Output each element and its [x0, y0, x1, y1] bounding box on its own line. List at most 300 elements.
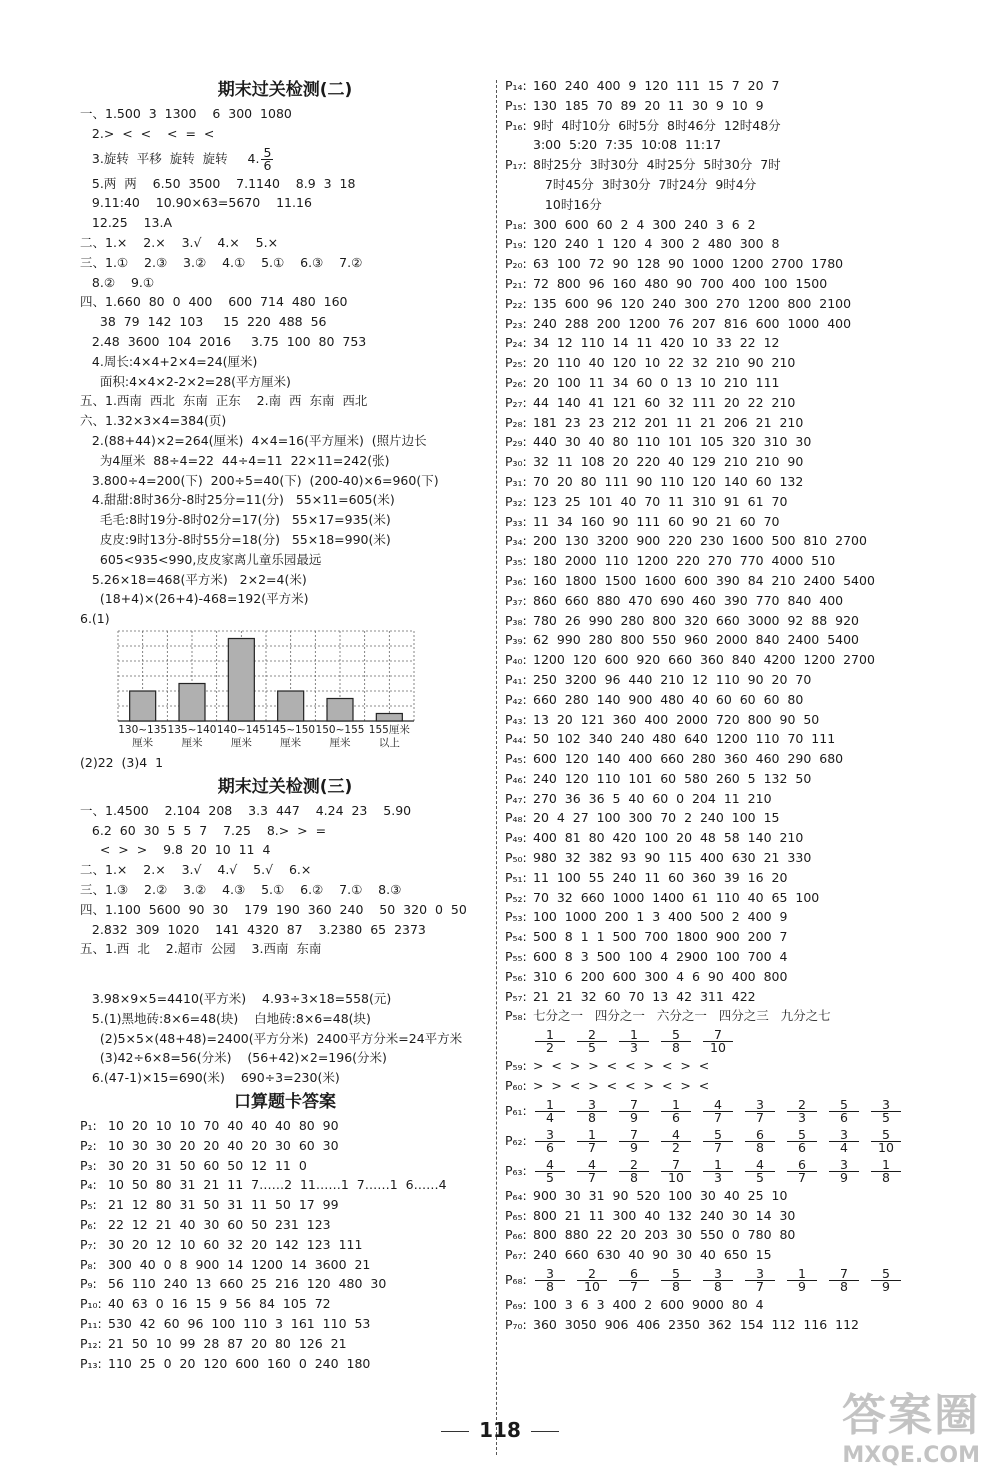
exam2-line — [80, 451, 490, 471]
exam2-line-text: 9.11:40 10.90×63=5670 11.16 — [80, 195, 312, 211]
oral-row — [505, 512, 925, 532]
exam3-line: 6.(47-1)×15=690(米) 690÷3=230(米) — [80, 1070, 340, 1086]
exam2-line-text: 38 79 142 103 15 220 488 56 — [80, 314, 327, 330]
exam2-line — [80, 550, 490, 570]
exam2-line-text: 2.48 3600 104 2016 3.75 100 80 753 — [80, 333, 367, 349]
oral-values: 34 12 110 14 11 420 10 33 22 12 — [533, 335, 780, 351]
fraction — [577, 1126, 607, 1155]
oral-row — [505, 274, 925, 294]
fraction — [871, 1126, 901, 1155]
page-label: P₃₆: — [505, 572, 527, 588]
fraction — [619, 1096, 649, 1125]
oral-values: 70 32 660 1000 1400 61 110 40 65 100 — [533, 889, 820, 905]
page-label: P₅₇: — [505, 988, 527, 1004]
numerator: 4 — [535, 1159, 565, 1172]
denominator: 3 — [630, 1040, 638, 1056]
exam2-line-text: 4.周长:4×4+2×4=24(厘米) — [80, 353, 258, 369]
denominator: 6 — [798, 1139, 806, 1155]
denominator: 7 — [714, 1109, 722, 1125]
denominator: 8 — [672, 1040, 680, 1056]
numerator: 3 — [871, 1099, 901, 1112]
page-label: P₆₉: — [505, 1297, 527, 1313]
oral-values: 440 30 40 80 110 101 105 320 310 30 — [533, 434, 812, 450]
exam2-line-text: (18+4)×(26+4)-468=192(平方米) — [80, 591, 309, 607]
fraction — [577, 1268, 607, 1293]
oral-row — [505, 650, 925, 670]
x-tick-label: 150~155 — [315, 723, 365, 736]
numerator: 2 — [577, 1029, 607, 1042]
page-label: P₂₄: — [505, 335, 527, 351]
denominator: 5 — [882, 1109, 890, 1125]
exam3-q6-1 — [80, 959, 490, 989]
page-label: P₄₈: — [505, 810, 527, 826]
oral-row — [505, 234, 925, 254]
fraction — [787, 1126, 817, 1155]
numerator: 5 — [871, 1129, 901, 1142]
numerator: 7 — [661, 1159, 691, 1172]
fraction — [871, 1268, 901, 1293]
bar — [228, 638, 254, 721]
page-label: P₂₉: — [505, 434, 527, 450]
fraction-row — [505, 1096, 925, 1126]
fraction — [829, 1268, 859, 1293]
denominator: 3 — [798, 1109, 806, 1125]
numerator: 4 — [703, 1099, 733, 1112]
denominator: 10 — [878, 1139, 894, 1155]
column-divider — [496, 80, 497, 1455]
oral-values: 100 1000 200 1 3 400 500 2 400 9 — [533, 909, 788, 925]
oral-row — [505, 611, 925, 631]
page-label: P₅₃: — [505, 909, 527, 925]
page-label: P₂₃: — [505, 315, 527, 331]
denominator: 7 — [588, 1139, 596, 1155]
oral-row — [505, 1225, 925, 1245]
oral-row — [505, 492, 925, 512]
exam2-line-text: 3.旋转 平移 旋转 旋转 4. — [80, 150, 260, 166]
oral-values: 30 20 31 50 60 50 12 11 0 — [108, 1157, 307, 1173]
oral-values: 300 40 0 8 900 14 1200 14 3600 21 — [108, 1256, 371, 1272]
exam2-line-text: 605<935<990,皮皮家离儿童乐园最远 — [80, 551, 322, 567]
exam2-line — [80, 292, 490, 312]
fraction — [619, 1029, 649, 1054]
oral-values: 21 12 80 31 50 31 11 50 17 99 — [108, 1197, 339, 1213]
oral-values: 135 600 96 120 240 300 270 1200 800 2100 — [533, 295, 852, 311]
q6-label-line — [80, 609, 490, 629]
fraction — [577, 1156, 607, 1185]
oral-values: 860 660 880 470 690 460 390 770 840 400 — [533, 592, 844, 608]
oral-body — [80, 1116, 490, 1373]
fraction — [535, 1096, 565, 1125]
numerator: 6 — [619, 1268, 649, 1281]
oral-row — [80, 1255, 490, 1275]
exam3-line: 6.2 60 30 5 5 7 7.25 8.> > = — [80, 822, 327, 838]
oral-values: 20 100 11 34 60 0 13 10 210 111 — [533, 374, 780, 390]
exam3-line: 一、1.4500 2.104 208 3.3 447 4.24 23 5.90 — [80, 802, 412, 818]
oral-row — [505, 888, 925, 908]
page-label: P₁₇: — [505, 157, 527, 173]
oral-values: 500 8 1 1 500 700 1800 900 200 7 — [533, 929, 788, 945]
oral-row — [505, 135, 925, 155]
fraction — [703, 1126, 733, 1155]
fraction — [829, 1156, 859, 1185]
fraction — [703, 1096, 733, 1125]
denominator: 8 — [756, 1139, 764, 1155]
exam3-line: 四、1.100 5600 90 30 179 190 360 240 50 320 0 50 — [80, 901, 467, 917]
oral-values: 1200 120 600 920 660 360 840 4200 1200 2700 — [533, 652, 875, 668]
oral-row — [505, 531, 925, 551]
page-label: P₆₁: — [505, 1102, 527, 1118]
exam3-line: 3.98×9×5=4410(平方米) 4.93÷3×18=558(元) — [80, 991, 392, 1007]
fraction — [871, 1096, 901, 1125]
fraction — [661, 1126, 691, 1155]
page-label: P₂₈: — [505, 414, 527, 430]
page-label: P₄₉: — [505, 830, 527, 846]
oral-row — [505, 927, 925, 947]
exam2-title: 期末过关检测(二) — [217, 80, 353, 100]
exam2-line — [80, 431, 490, 451]
denominator: 6 — [672, 1109, 680, 1125]
page-label: P₄₃: — [505, 711, 527, 727]
denominator: 2 — [672, 1139, 680, 1155]
x-tick-sublabel: 厘米 — [280, 736, 302, 749]
numerator: 5 — [787, 1129, 817, 1142]
exam2-line — [80, 352, 490, 372]
fraction-row — [505, 1126, 925, 1156]
oral-values: 780 26 990 280 800 320 660 3000 92 88 920 — [533, 612, 860, 628]
oral-values: 123 25 101 40 70 11 310 91 61 70 — [533, 493, 788, 509]
oral-row — [505, 96, 925, 116]
oral-row — [80, 1235, 490, 1255]
denominator: 9 — [630, 1139, 638, 1155]
page-label: P₂₂: — [505, 295, 527, 311]
oral-values: 22 12 21 40 30 60 50 231 123 — [108, 1217, 331, 1233]
oral-values: 900 30 31 90 520 100 30 40 25 10 — [533, 1187, 788, 1203]
exam2-line-text: 5.两 两 6.50 3500 7.1140 8.9 3 18 — [80, 175, 356, 191]
exam2-line-text: 2.> < < < = < — [80, 125, 215, 141]
oral-values: 9时 4时10分 6时5分 8时46分 12时48分 — [533, 117, 781, 133]
exam3-line: 2.832 309 1020 141 4320 87 3.2380 65 2373 — [80, 921, 426, 937]
page-label: P₃₀: — [505, 454, 527, 470]
oral-row — [505, 175, 925, 195]
oral-values: 40 63 0 16 15 9 56 84 105 72 — [108, 1296, 331, 1312]
fraction — [535, 1156, 565, 1185]
bar — [376, 713, 402, 721]
page-label: P₃₃: — [505, 513, 527, 529]
oral-values: 32 11 108 20 220 40 129 210 210 90 — [533, 454, 804, 470]
page-label: P₁₀: — [80, 1296, 102, 1312]
oral-row — [505, 848, 925, 868]
exam2-line — [80, 530, 490, 550]
fraction — [745, 1126, 775, 1155]
denominator: 4 — [840, 1139, 848, 1155]
oral-row — [80, 1156, 490, 1176]
exam2-line-text: 一、1.500 3 1300 6 300 1080 — [80, 106, 292, 121]
oral-values: 130 185 70 89 20 11 30 9 10 9 — [533, 97, 764, 113]
fraction — [619, 1268, 649, 1293]
exam2-line — [80, 104, 490, 124]
exam2-line — [80, 411, 490, 431]
exam2-line — [80, 193, 490, 213]
numerator: 1 — [871, 1159, 901, 1172]
oral-values: 660 280 140 900 480 40 60 60 60 80 — [533, 691, 804, 707]
denominator: 10 — [584, 1279, 600, 1295]
oral-values: 10 20 10 10 70 40 40 40 80 90 — [108, 1118, 339, 1134]
footer-dash-left — [441, 1431, 469, 1432]
oral-row — [505, 116, 925, 136]
q6-label: 6.(1) — [80, 611, 110, 627]
denominator: 4 — [546, 1109, 554, 1125]
watermark-small: MXQE.COM — [842, 1443, 980, 1468]
exam2-line — [80, 490, 490, 510]
oral-values: 20 4 27 100 300 70 2 240 100 15 — [533, 810, 780, 826]
page-label: P₂₅: — [505, 355, 527, 371]
denominator: 6 — [263, 157, 272, 173]
x-tick-label: 135~140 — [167, 723, 217, 736]
oral-values: 600 120 140 400 660 280 360 460 290 680 — [533, 751, 844, 767]
denominator: 8 — [630, 1169, 638, 1185]
oral-row — [80, 1274, 490, 1294]
numerator: 2 — [577, 1268, 607, 1281]
denominator: 8 — [714, 1279, 722, 1295]
numerator: 2 — [787, 1099, 817, 1112]
page-label: P₃: — [80, 1157, 97, 1173]
oral-row — [505, 1295, 925, 1315]
watermark-big: 答案圈 — [842, 1390, 980, 1441]
exam3-title: 期末过关检测(三) — [217, 776, 353, 797]
page-label: P₁₉: — [505, 236, 527, 252]
bar-chart-svg — [80, 629, 420, 753]
oral-values: 56 110 240 13 660 25 216 120 480 30 — [108, 1276, 387, 1292]
page-label: P₆₃: — [505, 1162, 527, 1178]
numerator: 7 — [829, 1268, 859, 1281]
oral-values: 11 34 160 90 111 60 90 21 60 70 — [533, 513, 780, 529]
fraction — [577, 1096, 607, 1125]
fraction — [619, 1156, 649, 1185]
oral-row — [505, 769, 925, 789]
denominator: 7 — [588, 1169, 596, 1185]
denominator: 8 — [672, 1279, 680, 1295]
oral-row — [505, 314, 925, 334]
page-label: P₇: — [80, 1236, 97, 1252]
oral-row — [80, 1116, 490, 1136]
page-label: P₁₂: — [80, 1335, 102, 1351]
oral-values: 270 36 36 5 40 60 0 204 11 210 — [533, 790, 772, 806]
numerator: 5 — [703, 1129, 733, 1142]
oral-row — [505, 195, 925, 215]
numerator: 5 — [661, 1268, 691, 1281]
exam2-line-text: 3.800÷4=200(下) 200÷5=40(下) (200-40)×6=960(下) — [80, 472, 439, 488]
oral-row — [80, 1294, 490, 1314]
oral-row — [505, 1315, 925, 1335]
exam2-line — [80, 213, 490, 233]
exam3-line: < > > 9.8 20 10 11 4 — [80, 842, 271, 858]
fraction — [661, 1096, 691, 1125]
exam2-line — [80, 510, 490, 530]
page-label: P₃₄: — [505, 533, 527, 549]
oral-row — [505, 789, 925, 809]
fraction — [703, 1156, 733, 1185]
fraction — [787, 1156, 817, 1185]
numerator: 1 — [535, 1099, 565, 1112]
denominator: 6 — [840, 1109, 848, 1125]
oral-row — [505, 749, 925, 769]
numerator: 3 — [829, 1159, 859, 1172]
numerator: 3 — [745, 1099, 775, 1112]
fraction — [661, 1156, 691, 1185]
oral-row — [505, 690, 925, 710]
oral-row — [505, 670, 925, 690]
page-label: P₄₄: — [505, 731, 527, 747]
fraction — [703, 1029, 733, 1054]
oral-values: 10 30 30 20 20 40 20 30 60 30 — [108, 1137, 339, 1153]
page-label: P₅₆: — [505, 968, 527, 984]
denominator: 8 — [588, 1109, 596, 1125]
page-label: P₄₅: — [505, 751, 527, 767]
comparison-values: > > < > < < > < > < — [533, 1078, 710, 1094]
x-tick-sublabel: 厘米 — [329, 736, 351, 749]
numerator: 5 — [829, 1099, 859, 1112]
fraction — [871, 1156, 901, 1185]
page-label: P₁₅: — [505, 97, 527, 113]
fraction — [829, 1126, 859, 1155]
x-tick-sublabel: 厘米 — [230, 736, 252, 749]
oral-values: 530 42 60 96 100 110 3 161 110 53 — [108, 1316, 371, 1332]
exam3-line: 5.(1)黑地砖:8×6=48(块) 白地砖:8×6=48(块) — [80, 1010, 371, 1026]
page-label: P₆₂: — [505, 1132, 527, 1148]
denominator: 7 — [756, 1109, 764, 1125]
fraction — [535, 1126, 565, 1155]
numerator: 1 — [619, 1029, 649, 1042]
oral-row — [505, 571, 925, 591]
page-label: P₁: — [80, 1118, 97, 1134]
fraction-row — [505, 1026, 925, 1056]
exam2-line-text: 8.② 9.① — [80, 274, 155, 290]
numerator: 1 — [577, 1129, 607, 1142]
fraction — [661, 1029, 691, 1054]
oral-row — [505, 373, 925, 393]
oral-values: 240 660 630 40 90 30 40 650 15 — [533, 1247, 772, 1263]
denominator: 3 — [714, 1169, 722, 1185]
exam2-line — [80, 312, 490, 332]
page-label: P₂₆: — [505, 374, 527, 390]
oral-values: 400 81 80 420 100 20 48 58 140 210 — [533, 830, 804, 846]
oral-row — [505, 472, 925, 492]
numerator: 2 — [619, 1159, 649, 1172]
page-label: P₇₀: — [505, 1316, 527, 1332]
oral-values: 11 100 55 240 11 60 360 39 16 20 — [533, 869, 788, 885]
page-label: P₅₄: — [505, 929, 527, 945]
page-label: P₁₈: — [505, 216, 527, 232]
page-label: P₅₁: — [505, 869, 527, 885]
page-label: P₂₁: — [505, 275, 527, 291]
oral-row — [505, 432, 925, 452]
exam2-line — [80, 332, 490, 352]
oral-row — [505, 1206, 925, 1226]
bar-chart — [80, 629, 490, 753]
page-label: P₂: — [80, 1137, 97, 1153]
oral-values: 72 800 96 160 480 90 700 400 100 1500 — [533, 275, 828, 291]
numerator: 7 — [703, 1029, 733, 1042]
page-label: P₆₇: — [505, 1247, 527, 1263]
exam3-line: 五、1.西 北 2.超市 公园 3.西南 东南 — [80, 941, 322, 957]
oral-values: 600 8 3 500 100 4 2900 100 700 4 — [533, 949, 788, 965]
oral-values: 240 120 110 101 60 580 260 5 132 50 — [533, 770, 812, 786]
exam2-line-text: 12.25 13.A — [80, 215, 173, 231]
oral-row — [80, 1314, 490, 1334]
numerator: 5 — [661, 1029, 691, 1042]
right-column — [505, 76, 925, 1335]
numerator: 3 — [745, 1268, 775, 1281]
numerator: 4 — [745, 1159, 775, 1172]
page-label: P₅: — [80, 1197, 97, 1213]
oral-row — [505, 393, 925, 413]
page-label: P₅₅: — [505, 949, 527, 965]
page-label: P₂₇: — [505, 394, 527, 410]
oral-values: 30 20 12 10 60 32 20 142 123 111 — [108, 1236, 363, 1252]
fraction — [787, 1268, 817, 1293]
exam2-line — [80, 273, 490, 293]
page-label: P₉: — [80, 1276, 97, 1292]
oral-row — [80, 1195, 490, 1215]
page-label: P₁₁: — [80, 1316, 102, 1332]
page-label: P₃₇: — [505, 592, 527, 608]
footer-dash-right — [531, 1431, 559, 1432]
oral-row — [505, 452, 925, 472]
exam2-line — [80, 124, 490, 144]
fraction — [535, 1029, 565, 1054]
numerator: 1 — [703, 1159, 733, 1172]
oral-values: 44 140 41 121 60 32 111 20 22 210 — [533, 394, 796, 410]
numerator: 7 — [619, 1099, 649, 1112]
comparison-row — [505, 1076, 925, 1096]
denominator: 8 — [882, 1169, 890, 1185]
oral-values: 200 130 3200 900 220 230 1600 500 810 2700 — [533, 533, 867, 549]
denominator: 5 — [546, 1169, 554, 1185]
exam2-line-text: 六、1.32×3×4=384(页) — [80, 413, 227, 429]
page-label: P₂₀: — [505, 256, 527, 272]
numerator: 6 — [787, 1159, 817, 1172]
oral-values: 160 1800 1500 1600 600 390 84 210 2400 5400 — [533, 572, 875, 588]
fraction — [745, 1268, 775, 1293]
page-label: P₃₅: — [505, 553, 527, 569]
oral-row — [505, 967, 925, 987]
denominator: 7 — [714, 1139, 722, 1155]
denominator: 10 — [710, 1040, 726, 1056]
page-label: P₆: — [80, 1217, 97, 1233]
denominator: 2 — [546, 1040, 554, 1056]
exam2-line — [80, 253, 490, 273]
oral-values: 13 20 121 360 400 2000 720 800 90 50 — [533, 711, 820, 727]
chart-answer: (2)22 (3)4 1 — [80, 754, 164, 770]
oral-values: 300 600 60 2 4 300 240 3 6 2 — [533, 216, 756, 232]
exam3-line: 二、1.× 2.× 3.√ 4.√ 5.√ 6.× — [80, 862, 312, 878]
exam2-line — [80, 589, 490, 609]
page-label: P₅₉: — [505, 1058, 527, 1074]
denominator: 8 — [546, 1279, 554, 1295]
oral-values: 3:00 5:20 7:35 10:08 11:17 — [533, 137, 722, 153]
oral-row — [505, 710, 925, 730]
page-label: P₈: — [80, 1256, 97, 1272]
oral-values: 250 3200 96 440 210 12 110 90 20 70 — [533, 671, 812, 687]
oral-values: 160 240 400 9 120 111 15 7 20 7 — [533, 78, 780, 93]
fraction — [577, 1029, 607, 1054]
oral-row — [505, 294, 925, 314]
oral-values: 63 100 72 90 128 90 1000 1200 2700 1780 — [533, 256, 844, 272]
fraction — [829, 1096, 859, 1125]
x-tick-sublabel: 厘米 — [132, 736, 154, 749]
numerator: 6 — [745, 1129, 775, 1142]
denominator: 5 — [588, 1040, 596, 1056]
